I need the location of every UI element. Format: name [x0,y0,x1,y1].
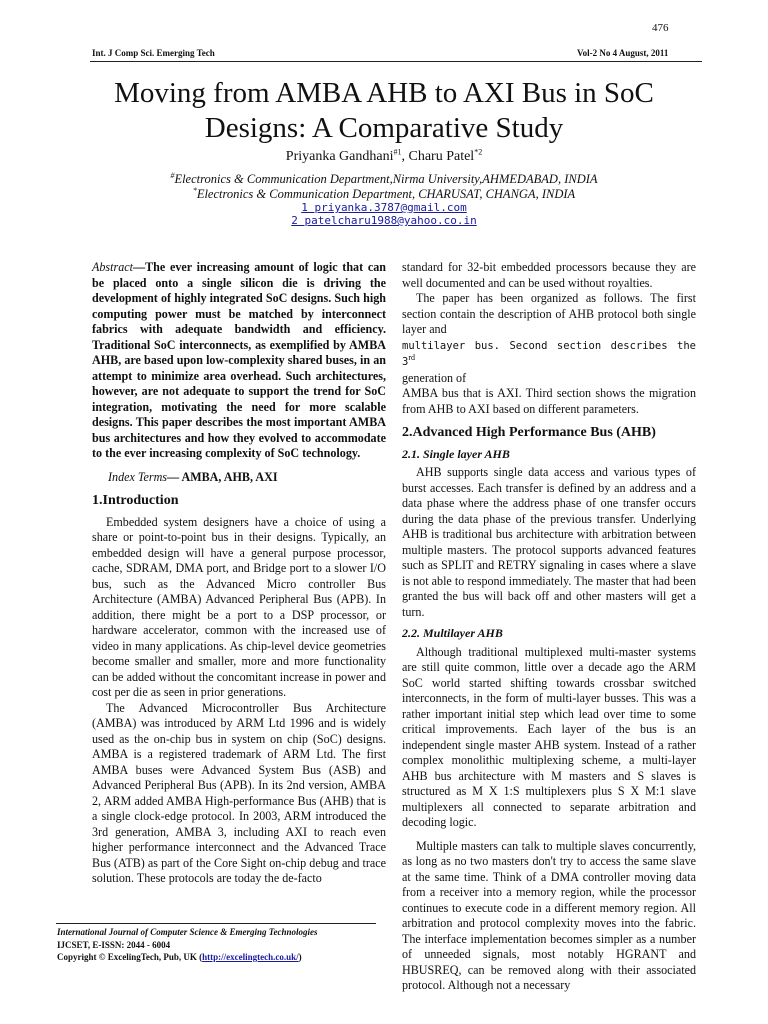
abstract [92,260,386,462]
affiliation-1-mark: # [170,170,175,180]
multilayer-paragraph-1: Although traditional multiplexed multi-master systems are still quite common, little over a decade ago the ARM SoC world started shifting towards crossbar switched interconnects, in the form of multi-layer busses. This was a rather important initial step which lead over time to some critical improvements. Each layer of the bus is an independent single master AHB system. Instead of a rather complex monolithic multiplexing scheme, a multi-layer AHB bus architecture with M masters and S slaves is structured as M X 1:S multiplexers plus S X M:1 slave multiplexers all connected to separate arbitration and decoding logic. [402,644,696,829]
index-terms-list: AMBA, AHB, AXI [179,469,278,484]
publisher-link[interactable]: http://excelingtech.co.uk/ [202,952,299,962]
right-column [402,260,696,994]
running-head-journal: Int. J Comp Sci. Emerging Tech [92,48,215,58]
ordinal-sup: rd [408,352,415,362]
author-2: Charu Patel [408,149,475,164]
copyright-text: Copyright © ExcelingTech, Pub, UK ( [57,952,203,962]
affiliation-1-text: Electronics & Communication Department,Nirma University,AHMEDABAD, INDIA [174,172,598,186]
abstract-label: Abstract [92,260,133,274]
section-2-heading: 2.Advanced High Performance Bus (AHB) [402,425,656,440]
intro-paragraph-5 [402,338,696,371]
left-column [92,260,386,887]
intro-paragraph-3: standard for 32-bit embedded processors because they are well documented and can be used without royalties. [402,260,696,290]
subsection-2-2-heading: 2.2. Multilayer AHB [402,626,503,640]
abstract-text: —The ever increasing amount of logic that can be placed onto a single silicon die is driving the development of highly integrated SoC designs. Such high computing power must be matched by interconnect fabrics with adequate bandwidth and efficiency. Traditional SoC interconnects, as exemplified by AMBA AHB, are based upon low-complexity shared buses, in an attempt to minimize area overhead. Such architectures, however, are not adequate to support the trend for SoC integration, motivating the need for more scalable designs. This paper describes the most important AMBA bus architectures and how they evolved to accommodate to the ever increasing complexity of SoC technology. [92,260,386,460]
affiliation-2-text: Electronics & Communication Department, CHARUSAT, CHANGA, INDIA [196,187,576,201]
author-separator: , [401,149,409,164]
footer-rule [56,923,376,924]
intro-paragraph-7: AMBA bus that is AXI. Third section shows the migration from AHB to AXI based on different parameters. [402,386,696,416]
subsection-2-1-heading: 2.1. Single layer AHB [402,446,510,461]
title-line-1: Moving from AMBA AHB to AXI Bus in SoC [114,77,654,109]
footer-copyright [57,952,302,962]
email-link-1[interactable]: 1 priyanka.3787@gmail.com [301,201,467,214]
footer-journal: International Journal of Computer Science & Emerging Technologies [57,927,318,937]
authors [60,149,708,165]
email-link-2[interactable]: 2 patelcharu1988@yahoo.co.in [291,214,477,227]
intro-paragraph-1: Embedded system designers have a choice of using a share or point-to-point bus in their designs. Typically, an embedded design will have a general purpose processor, cache, SDRAM, DMA port, and Bridge port to a slower I/O bus, such as the Advanced Micro controller Bus Architecture (AMBA) Advanced Peripheral Bus (APB). In addition, there might be a port to a DSP processor, or hardware accelerator, common with the increased use of video in many applications. As chip-level device geometries become smaller and smaller, more and more functionality can be added without the concomitant increase in power and cost per die as seen in prior generations. [92,514,386,699]
affiliation-1 [60,172,708,187]
intro-mono-line: multilayer bus. Second section describes the 3 [402,339,696,368]
affiliation-2-mark: * [192,185,197,195]
paper-title [60,76,708,146]
page-number: 476 [652,22,669,34]
intro-paragraph-6: generation of [402,370,467,385]
affiliation-2 [60,187,708,202]
multilayer-paragraph-2: Multiple masters can talk to multiple slaves concurrently, as long as no two masters don't try to access the same slave at the same time. Think of a DMA controller moving data from a receiver into a memory region, while the processor continues to execute code in a different memory region. All arbitration and protocol complexity moves into the fabric. The interface implementation becomes simpler as a number of unneeded signals, most notably HGRANT and HBUSREQ, can be removed along with their associated protocol. Although not a necessary [402,838,696,992]
index-terms-dash: — [167,469,180,484]
intro-paragraph-2: The Advanced Microcontroller Bus Architecture (AMBA) was introduced by ARM Ltd 1996 and is widely used as the on-chip bus in system on chip (SoC) designs. AMBA is a registered trademark of ARM Ltd. The first AMBA buses were Advanced System Bus (ASB) and Advanced Peripheral Bus (APB). In its 2nd version, AMBA 2, ARM added AMBA High-performance Bus (AHB) that is a single clock-edge protocol. In 2003, ARM introduced the 3rd generation, AMBA 3, including AXI to reach even higher performance interconnect and the Advanced Trace Bus (ATB) as part of the Core Sight on-chip debug and trace solution. These protocols are today the de-facto [92,700,386,885]
author-1-mark: #1 [393,147,402,157]
copyright-close: ) [298,952,302,962]
header-rule [90,61,702,62]
index-terms [92,470,386,486]
section-1-heading: 1.Introduction [92,493,179,508]
title-line-2: Designs: A Comparative Study [204,112,564,144]
footer-issn: IJCSET, E-ISSN: 2044 - 6004 [57,940,171,950]
running-head-volume: Vol-2 No 4 August, 2011 [577,48,669,58]
single-layer-paragraph: AHB supports single data access and various types of burst accesses. Each transfer is defined by an address and a data phase where the address phase of one transfer occurs during the data phase of the previous transfer. Underlying AHB is traditional bus architecture with arbitration between multiple masters. The protocol supports advanced features such as SPLIT and RETRY signaling in cases where a slave is not able to respond immediately. The master that had been granted the bus will back off and other masters will get a turn. [402,465,696,619]
author-2-mark: *2 [474,147,483,157]
index-terms-label: Index Terms [108,469,168,484]
author-1: Priyanka Gandhani [285,149,394,164]
intro-paragraph-4: The paper has been organized as follows. The first section contain the description of AHB protocol both single layer and [402,291,696,336]
